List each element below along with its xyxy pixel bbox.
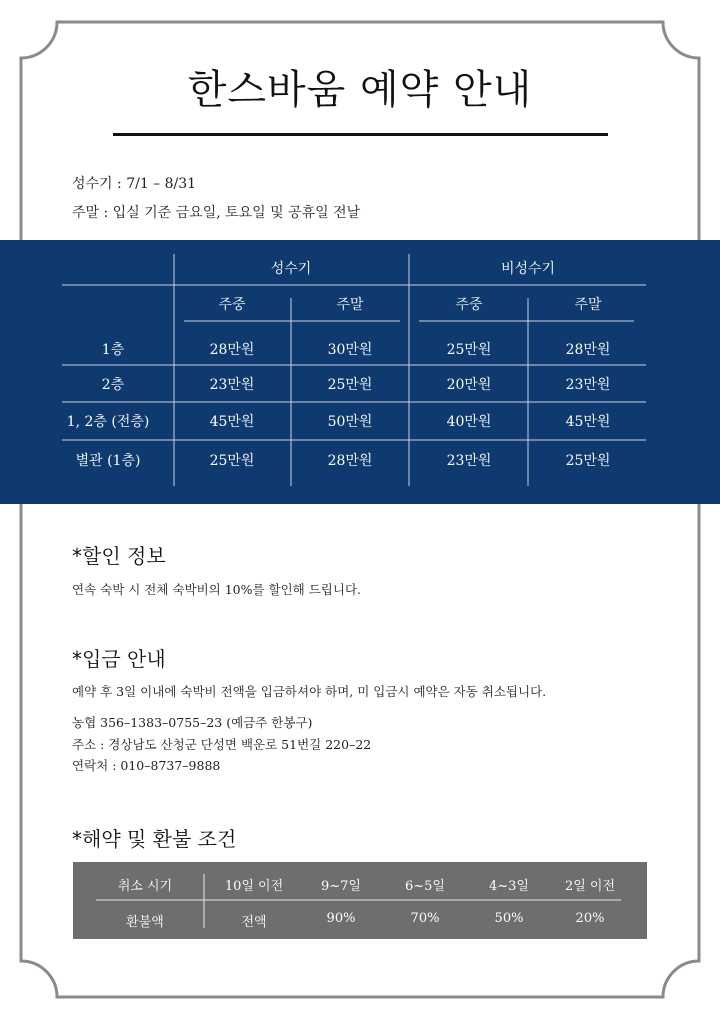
price-cell: 23만원 — [565, 377, 611, 393]
subheader-offpeak-weekend: 주말 — [574, 297, 602, 313]
refund-period: 2일 이전 — [564, 879, 616, 894]
price-cell: 50만원 — [327, 414, 373, 430]
refund-amount: 전액 — [241, 915, 267, 930]
price-cell: 25만원 — [446, 342, 492, 358]
page-title: 한스바움 예약 안내 — [187, 67, 533, 113]
refund-amount: 50% — [494, 911, 524, 926]
price-cell: 30만원 — [327, 342, 373, 358]
price-cell: 25만원 — [327, 377, 373, 393]
price-cell: 28만원 — [565, 342, 611, 358]
peak-season-info: 성수기 : 7/1 – 8/31 — [72, 176, 197, 192]
refund-heading: *해약 및 환불 조건 — [72, 827, 237, 851]
subheader-peak-weekday: 주중 — [218, 297, 246, 313]
weekend-info: 주말 : 입실 기준 금요일, 토요일 및 공휴일 전날 — [72, 205, 361, 221]
refund-period: 9~7일 — [321, 879, 361, 894]
refund-period: 10일 이전 — [224, 879, 284, 894]
row-label-all-floors: 1, 2층 (전층) — [66, 414, 150, 430]
price-cell: 25만원 — [565, 453, 611, 469]
refund-amount: 20% — [575, 911, 605, 926]
group-header-peak: 성수기 — [270, 261, 312, 277]
price-cell: 23만원 — [209, 377, 255, 393]
refund-amount: 70% — [410, 911, 440, 926]
price-table — [0, 240, 720, 504]
price-cell: 23만원 — [446, 453, 492, 469]
row-label-floor2: 2층 — [101, 377, 125, 393]
phone-number: 연락처 : 010–8737–9888 — [72, 758, 221, 773]
deposit-text: 예약 후 3일 이내에 숙박비 전액을 입금하셔야 하며, 미 입금시 예약은 자동 취소됩니다. — [72, 684, 547, 699]
row-label-floor1: 1층 — [101, 342, 125, 358]
price-cell: 40만원 — [446, 414, 492, 430]
title-underline — [113, 133, 608, 136]
refund-period: 4~3일 — [489, 879, 529, 894]
refund-table — [73, 862, 647, 939]
refund-period: 6~5일 — [405, 879, 445, 894]
refund-amount: 90% — [326, 911, 356, 926]
refund-row-label: 환불액 — [126, 915, 164, 930]
group-header-offpeak: 비성수기 — [500, 261, 556, 277]
price-cell: 25만원 — [209, 453, 255, 469]
bank-account: 농협 356–1383–0755–23 (예금주 한봉구) — [72, 715, 313, 730]
price-cell: 28만원 — [209, 342, 255, 358]
refund-header-label: 취소 시기 — [117, 879, 173, 894]
price-cell: 45만원 — [565, 414, 611, 430]
address: 주소 : 경상남도 산청군 단성면 백운로 51번길 220–22 — [72, 737, 372, 752]
price-cell: 45만원 — [209, 414, 255, 430]
discount-text: 연속 숙박 시 전체 숙박비의 10%를 할인해 드립니다. — [72, 582, 361, 597]
discount-heading: *할인 정보 — [72, 544, 166, 568]
price-cell: 20만원 — [446, 377, 492, 393]
subheader-peak-weekend: 주말 — [336, 297, 364, 313]
subheader-offpeak-weekday: 주중 — [455, 297, 483, 313]
row-label-annex: 별관 (1층) — [75, 453, 141, 469]
deposit-heading: *입금 안내 — [72, 647, 166, 671]
price-cell: 28만원 — [327, 453, 373, 469]
